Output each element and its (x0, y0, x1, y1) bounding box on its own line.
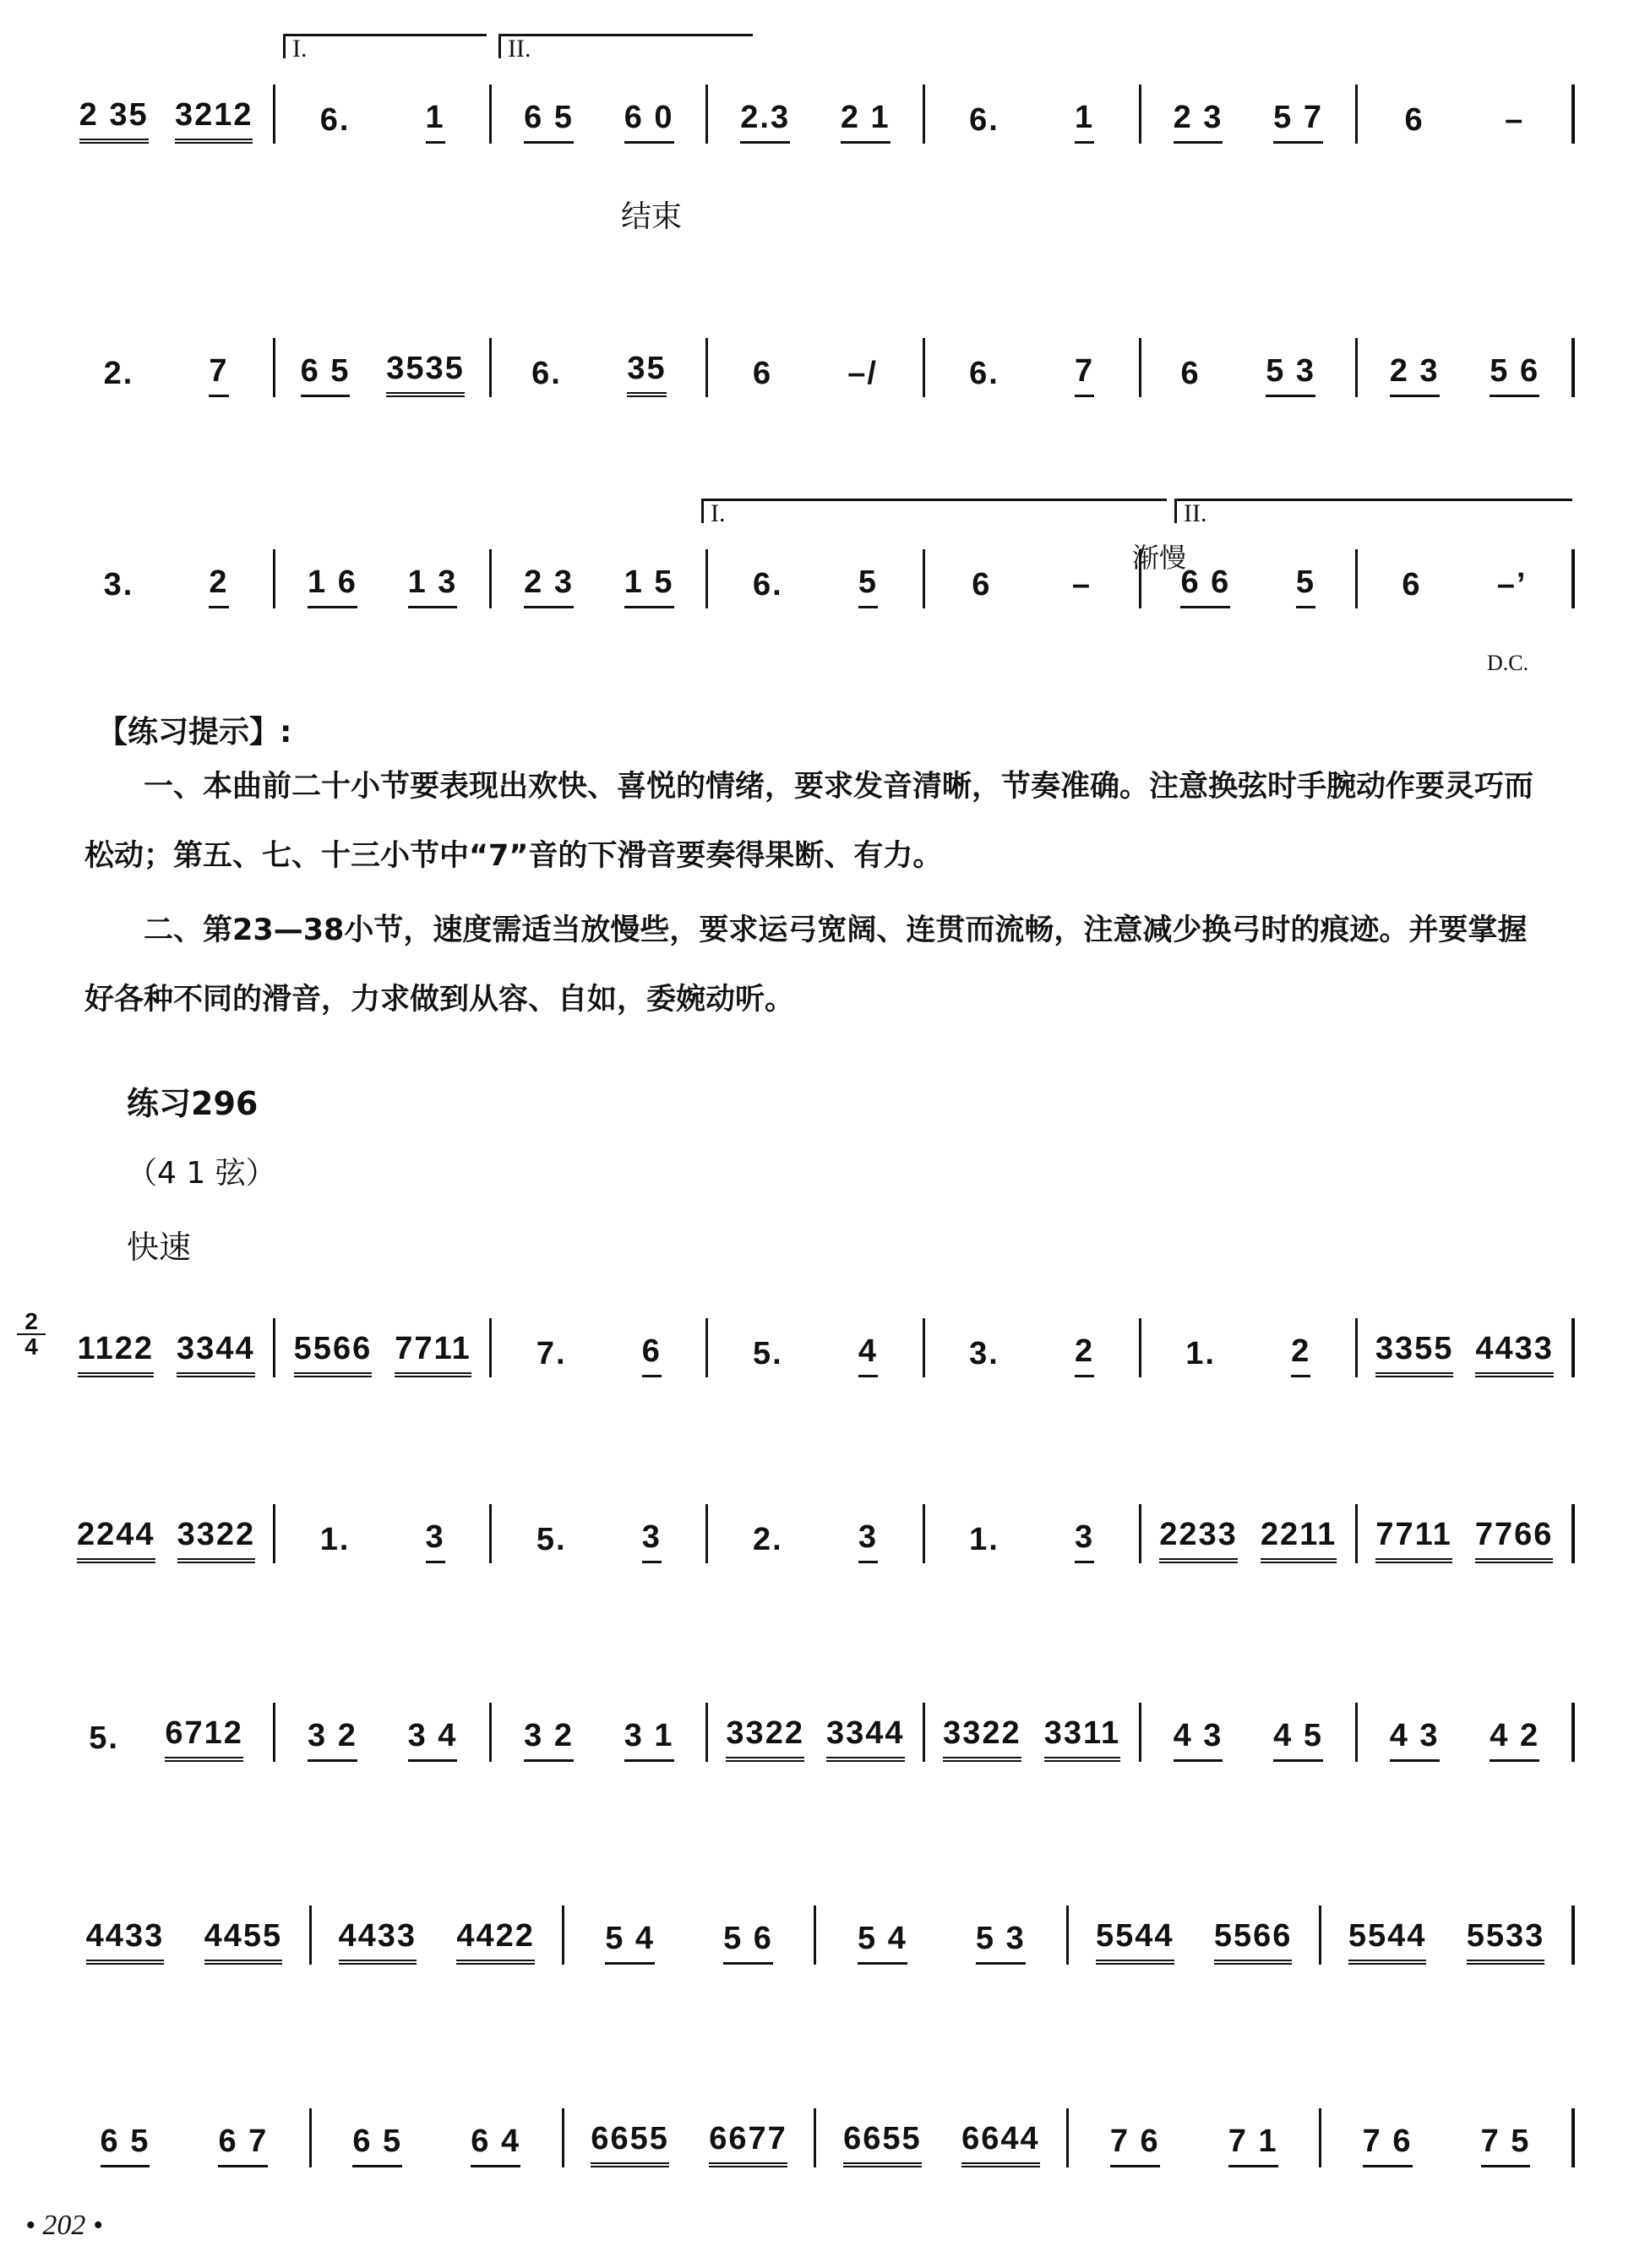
note-group: 1. (319, 1522, 351, 1557)
score-line-1 (59, 34, 1575, 161)
note-group: 1 (426, 99, 445, 144)
note-group: 6655 (591, 2120, 669, 2167)
exercise-title: 练习296 (127, 1085, 259, 1122)
measure (59, 1905, 312, 1965)
note-group: 6 5 (101, 2123, 150, 2167)
note-group: 3. (103, 567, 134, 602)
exercise-line-4 (59, 1855, 1575, 1982)
note-group: 5 (1296, 564, 1315, 608)
note-group: 5. (752, 1336, 783, 1371)
note-group: 2244 (77, 1516, 155, 1563)
note-group: 7711 (1375, 1516, 1452, 1563)
note-group: 5 (858, 564, 878, 608)
measures (59, 2091, 1575, 2167)
note-group: 1 3 (408, 564, 458, 608)
measure (708, 1703, 924, 1762)
note-group: 6 5 (524, 99, 574, 144)
measure (564, 1905, 817, 1965)
measure (312, 2108, 564, 2167)
note-group: 6 (972, 567, 992, 602)
measure (708, 549, 924, 608)
note-group: 7 1 (1228, 2123, 1278, 2167)
volta-first: I. (701, 499, 1167, 523)
note-group: 5 3 (976, 1920, 1026, 1965)
note-group: 4 5 (1273, 1717, 1323, 1762)
measure (492, 1318, 708, 1377)
note-group: 6712 (165, 1715, 243, 1762)
exercise-line-1 (59, 1268, 1575, 1394)
da-capo-mark: D.C. (1487, 651, 1529, 675)
exercise-line-3 (59, 1652, 1575, 1779)
note-group: 5 6 (723, 1920, 773, 1965)
measure (1358, 1318, 1575, 1377)
note-group: 3212 (175, 96, 253, 144)
measure (59, 1504, 275, 1563)
note-group: 3322 (943, 1715, 1021, 1762)
measure (1358, 85, 1575, 144)
tips-paragraph-2: 二、第23—38小节，速度需适当放慢些，要求运弓宽阔、连贯而流畅，注意减少换弓时的痕迹。并要掌握好各种不同的滑音，力求做到从容、自如，委婉动听。 (84, 913, 1528, 1017)
measure (492, 338, 708, 397)
note-group: 6 (752, 356, 773, 391)
note-group: 3 2 (308, 1717, 357, 1762)
measure (492, 1703, 708, 1762)
note-group: 3344 (826, 1715, 905, 1762)
time-signature-numerator: 2 (25, 1308, 38, 1334)
measure (59, 1703, 275, 1762)
note-group: 5544 (1096, 1917, 1174, 1965)
note-group: 7. (536, 1336, 567, 1371)
measure (312, 1905, 564, 1965)
annotation-end: 结束 (621, 199, 683, 234)
measure (925, 1504, 1141, 1563)
note-group: 3344 (177, 1330, 255, 1377)
annotation-ritardando: 渐慢 (1132, 542, 1187, 574)
note-group: 3 (642, 1518, 662, 1563)
measure (1358, 1703, 1575, 1762)
note-group: 5 3 (1266, 352, 1315, 397)
measure (925, 549, 1141, 608)
measures (59, 1301, 1575, 1377)
note-group: 3535 (386, 350, 465, 397)
note-group: 6 4 (471, 2123, 520, 2167)
string-indication: （4 1 弦） (127, 1156, 276, 1191)
note-group: 6 (1180, 356, 1201, 391)
measure (59, 1318, 275, 1377)
note-group: 5. (536, 1522, 567, 1557)
volta-second: II. (1174, 499, 1572, 523)
measure (275, 1318, 492, 1377)
volta-second: II. (498, 34, 753, 58)
measure (275, 1703, 492, 1762)
measure (1321, 2108, 1575, 2167)
measure (1321, 1905, 1575, 1965)
note-group: 1 6 (308, 564, 357, 608)
measure (1141, 1703, 1358, 1762)
note-group: 6 (1404, 102, 1424, 138)
measure (925, 1703, 1141, 1762)
tips-paragraph-1: 一、本曲前二十小节要表现出欢快、喜悦的情绪，要求发音清晰，节奏准确。注意换弦时手腕动作要灵巧而松动；第五、七、十三小节中“7”音的下滑音要奏得果断、有力。 (84, 770, 1534, 873)
note-group: 7 5 (1481, 2123, 1531, 2167)
note-group: 7711 (395, 1330, 471, 1377)
note-group: 2 (1075, 1333, 1094, 1377)
note-group: 6 7 (218, 2123, 268, 2167)
score-line-3 (59, 499, 1575, 625)
measure (275, 549, 492, 608)
measure (59, 85, 275, 144)
time-signature-denominator: 4 (17, 1333, 46, 1359)
note-group: 6644 (961, 2120, 1040, 2167)
note-group: 4433 (86, 1917, 165, 1965)
measures (59, 1889, 1575, 1965)
note-group: 2. (103, 356, 134, 391)
tempo-marking: 快速 (127, 1229, 192, 1266)
note-group: 7 (209, 352, 228, 397)
note-group: 4 3 (1174, 1717, 1223, 1762)
note-group: 1. (969, 1522, 999, 1557)
measure (708, 85, 924, 144)
note-group: 2 3 (1174, 99, 1223, 144)
measure (275, 85, 492, 144)
measure (925, 338, 1141, 397)
note-group: 6 5 (352, 2123, 402, 2167)
measure (708, 1318, 924, 1377)
note-group: 2233 (1159, 1516, 1238, 1563)
note-group: 3 (1075, 1518, 1094, 1563)
measure (1069, 1905, 1321, 1965)
measures (59, 1487, 1575, 1563)
note-group: –’ (1496, 567, 1528, 602)
note-group: 3322 (726, 1715, 804, 1762)
note-group: 7 (1075, 352, 1094, 397)
measure (564, 2108, 817, 2167)
measures (59, 321, 1575, 397)
note-group: 5 6 (1490, 352, 1539, 397)
note-group: 5566 (294, 1330, 373, 1377)
note-group: 3355 (1375, 1330, 1454, 1377)
note-group: 2 3 (1390, 352, 1440, 397)
measure (59, 2108, 312, 2167)
measure (925, 1318, 1141, 1377)
tips-heading: 【练习提示】: (97, 715, 292, 750)
note-group: 4422 (456, 1917, 535, 1965)
measure (816, 2108, 1069, 2167)
score-line-2 (59, 287, 1575, 414)
note-group: 6 6 (1180, 564, 1230, 608)
note-group: 7 6 (1363, 2123, 1413, 2167)
note-group: 5 4 (605, 1920, 655, 1965)
note-group: 3 (858, 1518, 878, 1563)
note-group: 4 (858, 1333, 878, 1377)
note-group: 1 (1075, 99, 1094, 144)
measure (275, 1504, 492, 1563)
note-group: –/ (847, 356, 878, 391)
measure (492, 549, 708, 608)
note-group: 3 4 (408, 1717, 458, 1762)
note-group: 6 (1402, 567, 1422, 602)
note-group: 2.3 (740, 99, 790, 144)
note-group: 4 3 (1390, 1717, 1440, 1762)
note-group: 2 1 (841, 99, 891, 144)
time-signature (17, 1310, 46, 1359)
note-group: 2 35 (79, 96, 149, 144)
note-group: 4 2 (1490, 1717, 1539, 1762)
note-group: 2 3 (524, 564, 574, 608)
note-group: 5566 (1214, 1917, 1293, 1965)
note-group: 6. (969, 102, 999, 138)
measure (1141, 1318, 1358, 1377)
measure (492, 1504, 708, 1563)
note-group: 4455 (204, 1917, 283, 1965)
note-group: 6. (531, 356, 562, 391)
exercise-line-5 (59, 2058, 1575, 2184)
measure (1358, 1504, 1575, 1563)
note-group: 5533 (1467, 1917, 1545, 1965)
measure (816, 1905, 1069, 1965)
measure (492, 85, 708, 144)
note-group: – (1071, 567, 1092, 602)
measure (925, 85, 1141, 144)
measures (59, 68, 1575, 144)
note-group: 3322 (177, 1516, 256, 1563)
note-group: 3 2 (524, 1717, 574, 1762)
measure (1141, 85, 1358, 144)
note-group: 2 (1291, 1333, 1310, 1377)
note-group: 6 5 (301, 352, 351, 397)
note-group: 2211 (1261, 1516, 1337, 1563)
note-group: 5 7 (1273, 99, 1323, 144)
page-number: • 202 • (25, 2210, 103, 2241)
note-group: 5. (89, 1720, 119, 1756)
note-group: 7766 (1475, 1516, 1554, 1563)
measure (1069, 2108, 1321, 2167)
note-group: 6. (752, 567, 783, 602)
note-group: 5 4 (858, 1920, 907, 1965)
measures (59, 532, 1575, 608)
note-group: 6 0 (624, 99, 674, 144)
note-group: 3 (426, 1518, 445, 1563)
measure (1358, 338, 1575, 397)
measure (1358, 549, 1575, 608)
measure (59, 338, 275, 397)
measure (59, 549, 275, 608)
exercise-line-2 (59, 1453, 1575, 1580)
note-group: 4433 (1475, 1330, 1554, 1377)
volta-first: I. (283, 34, 487, 58)
note-group: 2 (209, 564, 228, 608)
note-group: 3311 (1044, 1715, 1120, 1762)
measures (59, 1686, 1575, 1762)
measure (1141, 338, 1358, 397)
measure (1141, 1504, 1358, 1563)
note-group: 6. (969, 356, 999, 391)
note-group: 35 (627, 350, 666, 397)
measure (708, 1504, 924, 1563)
note-group: 3 1 (624, 1717, 674, 1762)
note-group: 1. (1185, 1336, 1216, 1371)
note-group: 1122 (78, 1330, 154, 1377)
note-group: 7 6 (1110, 2123, 1160, 2167)
note-group: 6677 (709, 2120, 787, 2167)
note-group: 4433 (339, 1917, 417, 1965)
note-group: 6 (642, 1333, 662, 1377)
note-group: 6655 (843, 2120, 922, 2167)
note-group: 1 5 (624, 564, 674, 608)
note-group: 5544 (1348, 1917, 1427, 1965)
note-group: – (1505, 102, 1525, 138)
measure (275, 338, 492, 397)
note-group: 2. (752, 1522, 783, 1557)
note-group: 3. (969, 1336, 999, 1371)
measure (708, 338, 924, 397)
note-group: 6. (319, 102, 351, 138)
